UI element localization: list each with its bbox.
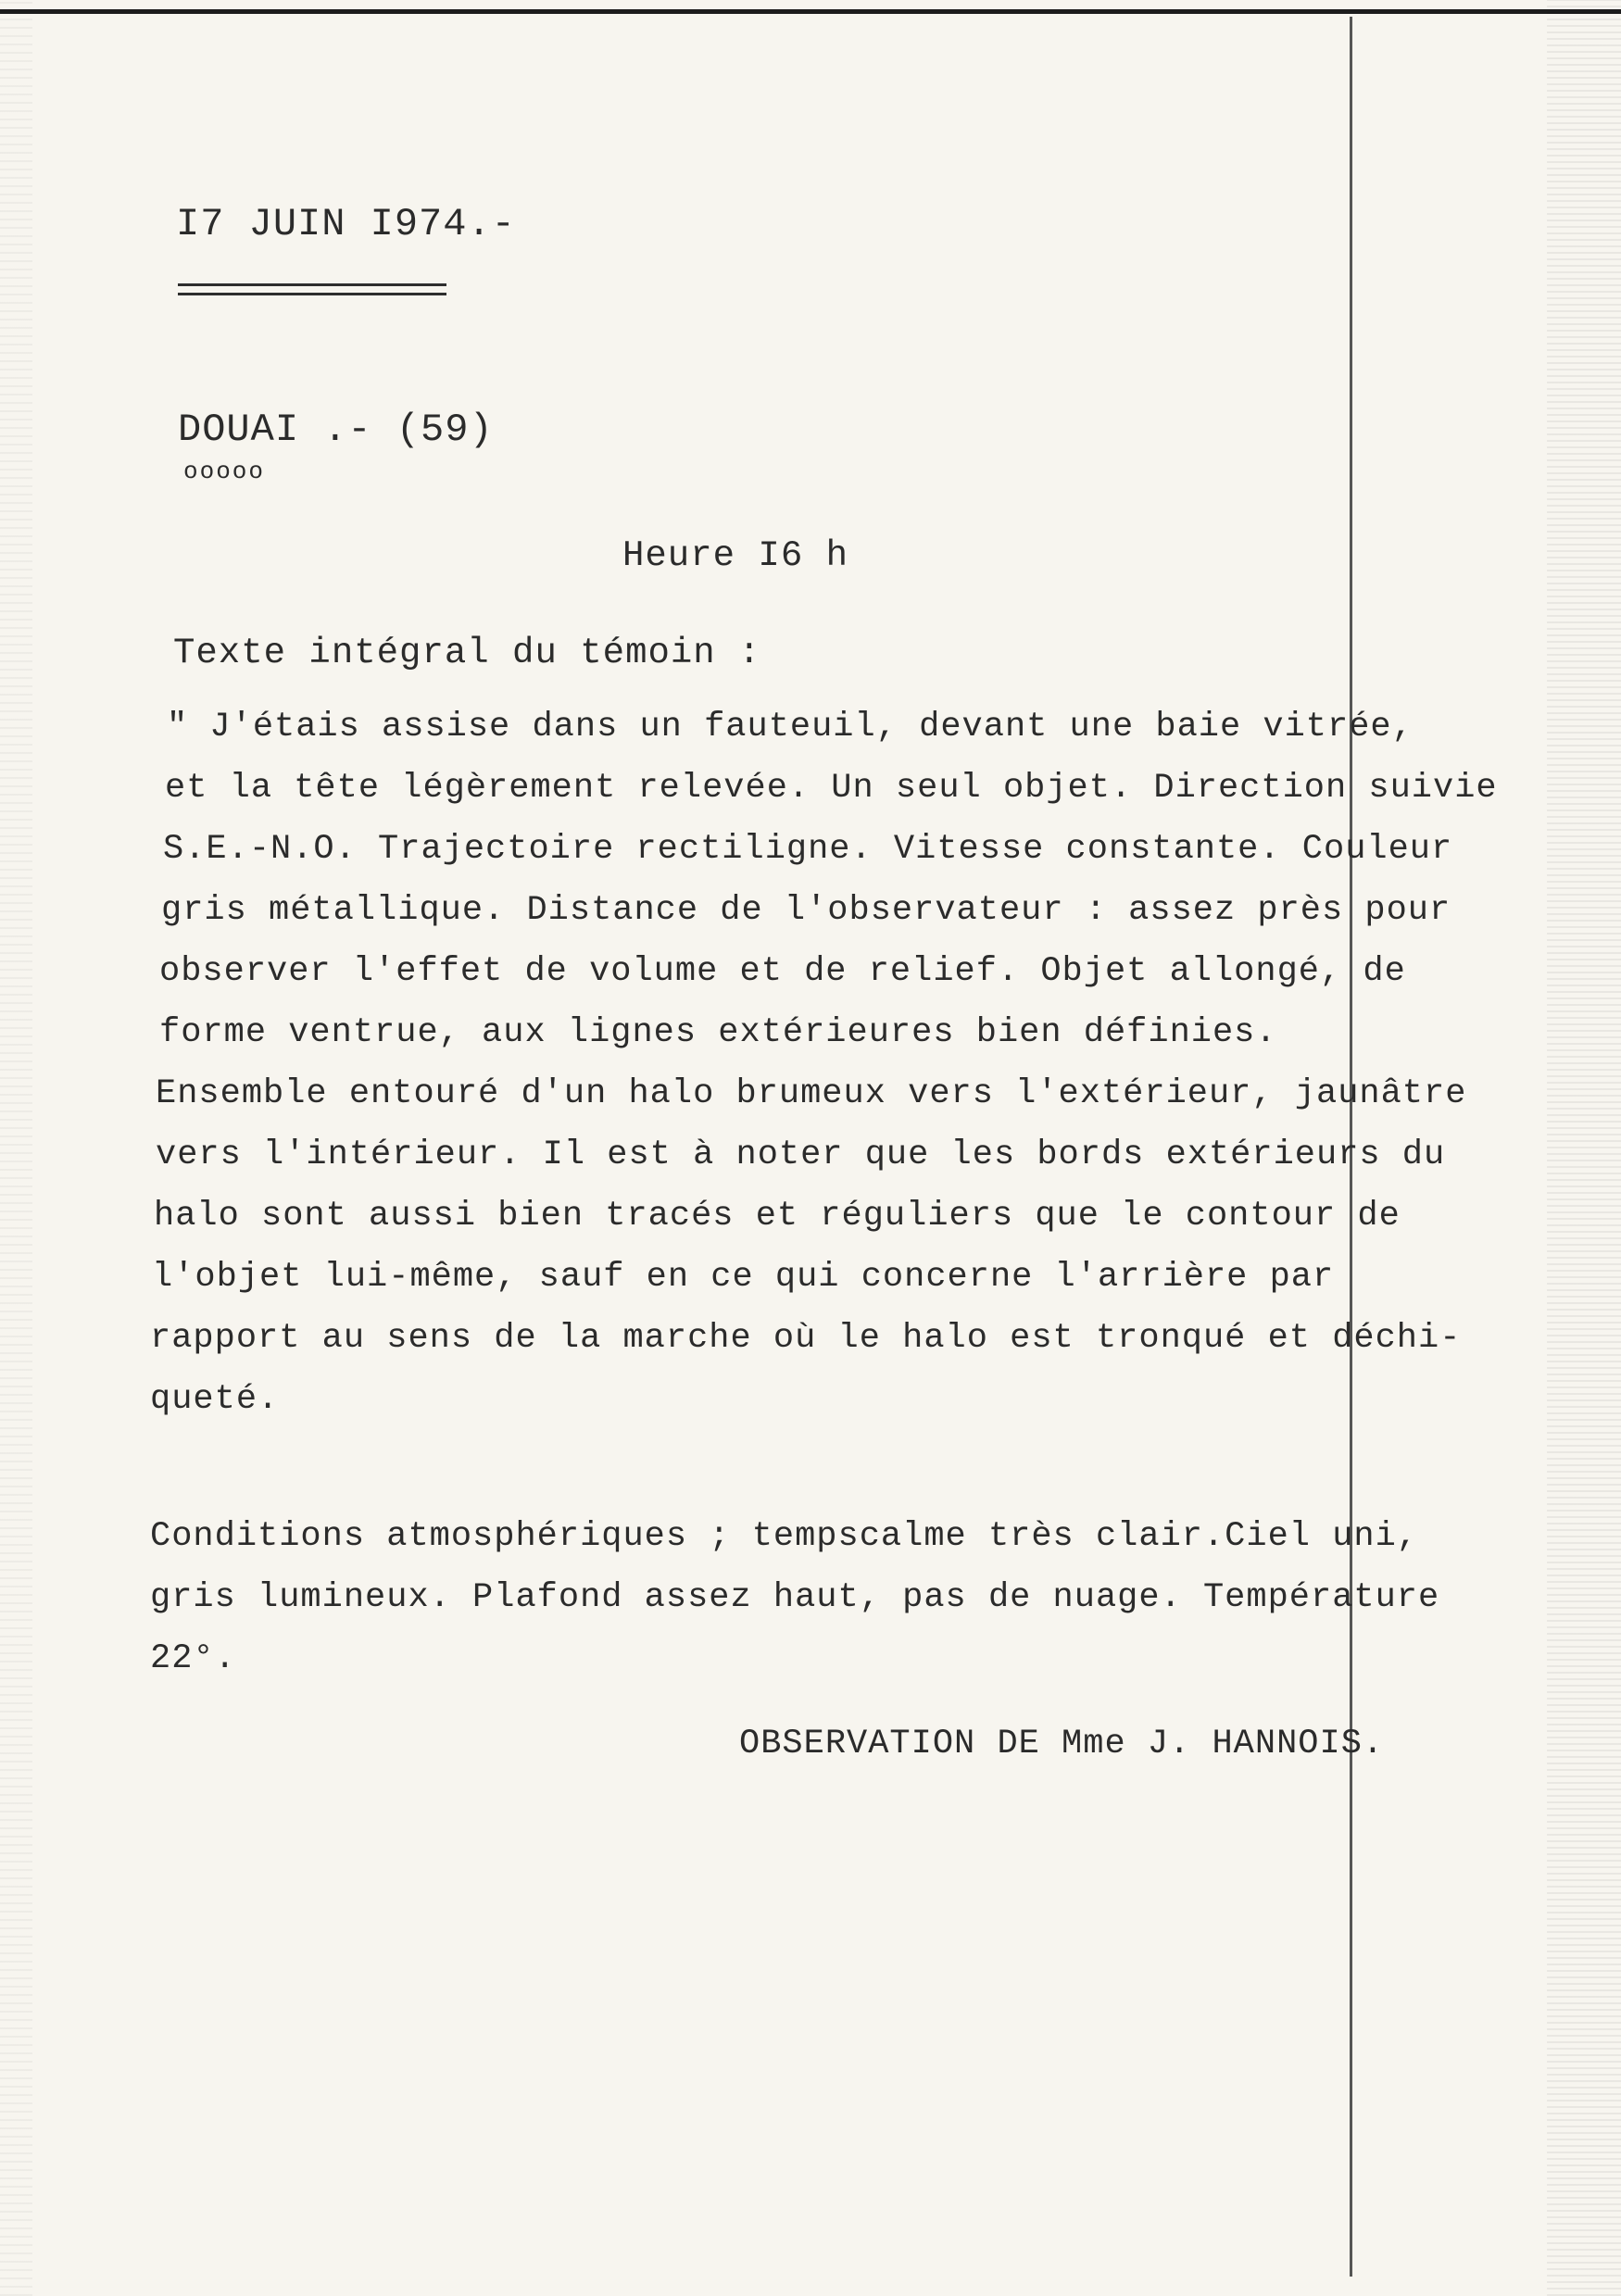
scan-left-edge-noise <box>0 0 32 2296</box>
date-underline-2 <box>178 293 446 295</box>
testimony-line: forme ventrue, aux lignes extérieures bien définies. <box>159 1013 1277 1052</box>
document-location: DOUAI .- (59) <box>178 408 494 452</box>
location-decoration: ooooo <box>183 458 266 485</box>
testimony-line: vers l'intérieur. Il est à noter que les bords extérieurs du <box>156 1135 1446 1174</box>
observation-time: Heure I6 h <box>622 535 849 576</box>
testimony-line: S.E.-N.O. Trajectoire rectiligne. Vitesse constante. Couleur <box>163 830 1453 869</box>
testimony-heading: Texte intégral du témoin : <box>173 633 761 673</box>
document-date: I7 JUIN I974.- <box>176 202 516 246</box>
date-underline-1 <box>178 283 446 286</box>
testimony-line: observer l'effet de volume et de relief. Objet allongé, de <box>159 952 1406 991</box>
testimony-line: et la tête légèrement relevée. Un seul objet. Direction suivie <box>165 769 1498 808</box>
testimony-body <box>150 696 1556 1430</box>
conditions-line: gris lumineux. Plafond assez haut, pas de nuage. Température <box>150 1578 1440 1617</box>
scan-right-edge-noise <box>1547 0 1621 2296</box>
testimony-line: halo sont aussi bien tracés et réguliers que le contour de <box>154 1197 1401 1236</box>
testimony-line: gris métallique. Distance de l'observateur : assez près pour <box>161 891 1451 930</box>
weather-conditions <box>150 1506 1539 1689</box>
testimony-line: " J'étais assise dans un fauteuil, devant une baie vitrée, <box>167 708 1414 747</box>
testimony-line: Ensemble entouré d'un halo brumeux vers l'extérieur, jaunâtre <box>156 1074 1467 1113</box>
conditions-line: Conditions atmosphériques ; tempscalme très clair.Ciel uni, <box>150 1517 1419 1556</box>
testimony-line: rapport au sens de la marche où le halo est tronqué et déchi- <box>150 1319 1462 1358</box>
testimony-line: queté. <box>150 1380 280 1419</box>
testimony-line: l'objet lui-même, sauf en ce qui concerne l'arrière par <box>152 1258 1335 1297</box>
observer-signature: OBSERVATION DE Mme J. HANNOIS. <box>739 1725 1385 1763</box>
scan-top-edge <box>0 9 1621 14</box>
conditions-line: 22°. <box>150 1639 236 1678</box>
